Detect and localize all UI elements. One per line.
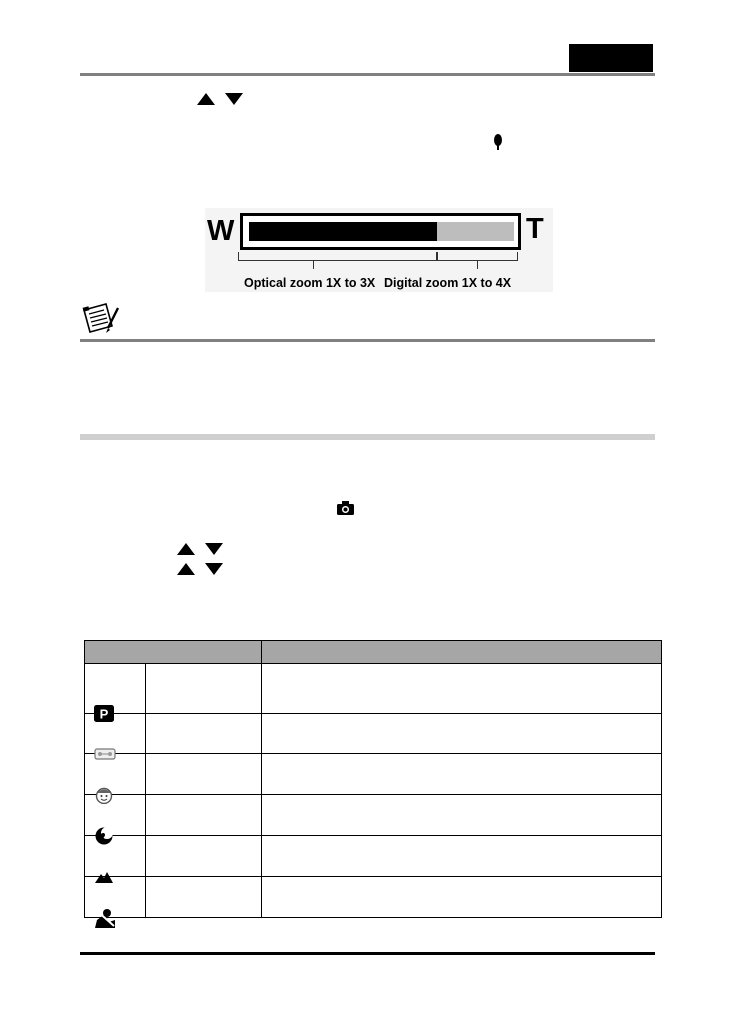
note-rule [80, 339, 655, 342]
mode-name-cell [146, 754, 262, 795]
digital-zoom-caption: Digital zoom 1X to 4X [384, 276, 512, 290]
backlight-icon [95, 908, 115, 928]
icon-cell [85, 664, 146, 721]
table-row [85, 664, 662, 714]
mode-description-cell [262, 877, 662, 918]
mode-description-cell [262, 795, 662, 836]
down-arrow-icon [205, 563, 223, 575]
program-p-icon [94, 705, 114, 722]
table-row [85, 754, 662, 795]
table-row [85, 877, 662, 918]
up-arrow-icon [197, 93, 215, 105]
optical-zoom-caption: Optical zoom 1X to 3X [244, 276, 376, 290]
icon-cell [85, 877, 146, 918]
language-tab [569, 44, 653, 72]
down-arrow-icon [205, 543, 223, 555]
mode-name-cell [146, 877, 262, 918]
mode-name-cell [146, 795, 262, 836]
table-row [85, 714, 662, 754]
table-header-description [262, 641, 662, 664]
tree-icon [492, 134, 504, 150]
mode-name-cell [146, 836, 262, 877]
up-arrow-icon [177, 543, 195, 555]
icon-cell [85, 754, 146, 795]
digital-bracket [436, 252, 518, 261]
down-arrow-icon [225, 93, 243, 105]
mode-description-cell [262, 664, 662, 714]
night-scene-icon [94, 826, 114, 845]
mode-name-cell [146, 664, 262, 714]
digital-zoom-segment [437, 222, 514, 241]
zoom-bar [240, 213, 521, 250]
table-header-row [85, 641, 662, 664]
mode-description-cell [262, 836, 662, 877]
zoom-tele-label: T [526, 213, 544, 245]
digital-pointer [477, 261, 478, 269]
optical-bracket [238, 252, 438, 261]
mode-description-cell [262, 754, 662, 795]
optical-pointer [313, 261, 314, 269]
portrait-face-icon [94, 786, 114, 804]
table-row [85, 795, 662, 836]
notepad-icon [80, 302, 120, 336]
zoom-wide-label: W [207, 215, 235, 247]
party-icon [94, 748, 116, 760]
section-divider [80, 434, 655, 440]
scene-mode-table [84, 640, 662, 918]
header-rule [80, 73, 655, 76]
mode-description-cell [262, 714, 662, 754]
table-row [85, 836, 662, 877]
optical-zoom-segment [249, 222, 437, 241]
landscape-mountain-icon [95, 871, 113, 883]
mode-name-cell [146, 714, 262, 754]
up-arrow-icon [177, 563, 195, 575]
footer-rule [80, 952, 655, 955]
camera-icon [337, 501, 354, 515]
svg-text:P: P [99, 706, 109, 721]
table-header-mode [85, 641, 262, 664]
